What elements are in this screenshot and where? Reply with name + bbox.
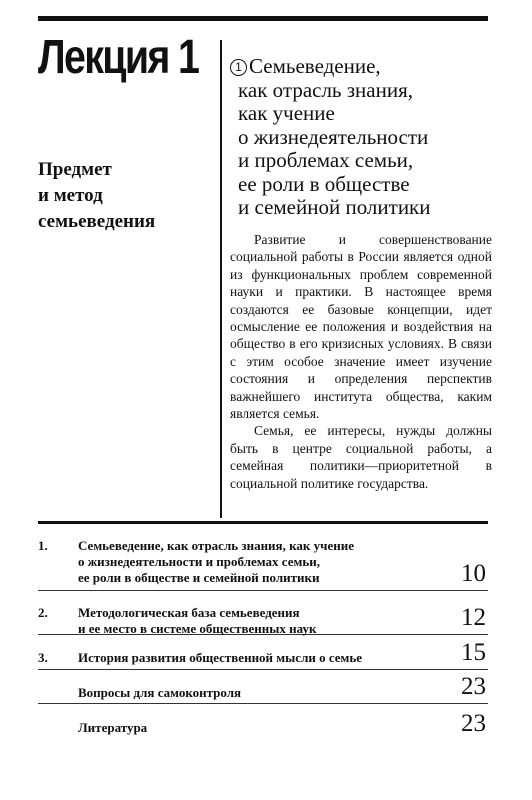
toc-item-title-line: Вопросы для самоконтроля [78, 685, 242, 700]
chapter-title [38, 30, 202, 92]
toc-item-title [78, 685, 418, 701]
section-number-circle: 1 [230, 59, 247, 76]
subject-title-line: семьеведения [38, 211, 156, 232]
toc-item-title-line: Методологическая база семьеведения [78, 605, 300, 620]
toc-item-title [78, 720, 418, 736]
toc-item-title-line: о жизнедеятельности и проблемах семьи, [78, 554, 320, 569]
section-heading-line: как учение [238, 101, 335, 125]
section-heading [230, 55, 492, 220]
toc-item-title [78, 605, 418, 637]
top-rule [38, 16, 488, 21]
toc-item[interactable] [38, 670, 488, 704]
toc-item-page: 23 [461, 673, 486, 700]
abstract-paragraph: Семья, ее интересы, нужды должны быть в центре социальной работы, а семейная политики—приоритетной в социальной политике государства. [230, 423, 492, 491]
toc-item-title-line: и ее место в системе общественных наук [78, 621, 317, 636]
toc-item-page: 23 [461, 710, 486, 737]
toc-item-title-line: История развития общественной мысли о семье [78, 650, 363, 665]
section-heading-line: и проблемах семьи, [238, 148, 414, 172]
table-of-contents [38, 530, 488, 740]
toc-top-rule [38, 521, 488, 524]
toc-item-page: 12 [461, 604, 486, 631]
toc-item-number: 2. [38, 605, 48, 620]
subject-title-line: Предмет [38, 159, 112, 180]
section-heading-line: и семейной политики [238, 195, 431, 219]
toc-item-number: 3. [38, 650, 48, 665]
toc-item-title [78, 538, 418, 586]
chapter-title-word: Лекция [38, 31, 169, 84]
abstract-paragraph: Развитие и совершенствование социальной работы в России является одной из функциональных проблем современной науки и практики. В настоящее время создаются ее базовые концепции, идет осмысление ее положения и воздействия на общество в его кризисных условиях. В связи с этим особое значение имеет изучение состояния и определения перспектив важнейшего института общества, каким является семья. [230, 232, 492, 422]
section-heading-line: ее роли в обществе [238, 171, 410, 196]
subject-title [38, 157, 208, 235]
toc-item-title-line: Литература [78, 720, 148, 735]
section-heading-line: как отрасль знания, [238, 77, 414, 102]
toc-item-page: 10 [461, 560, 486, 587]
column-divider [220, 40, 222, 518]
toc-item-title-line: ее роли в обществе и семейной политики [78, 570, 320, 585]
section-heading-line [230, 55, 492, 79]
toc-item[interactable] [38, 591, 488, 635]
toc-item-page: 15 [461, 639, 486, 666]
toc-item[interactable] [38, 704, 488, 740]
section-heading-text: Семьеведение, [249, 54, 381, 78]
abstract [230, 231, 492, 492]
toc-item[interactable] [38, 530, 488, 591]
chapter-title-number: 1 [178, 31, 199, 84]
toc-item-title-line: Семьеведение, как отрасль знания, как учение [78, 538, 354, 553]
toc-item[interactable] [38, 635, 488, 670]
section-heading-line: о жизнедеятельности [238, 124, 429, 149]
toc-item-number: 1. [38, 538, 48, 553]
subject-title-line: и метод [38, 185, 103, 206]
toc-item-title [78, 650, 418, 666]
